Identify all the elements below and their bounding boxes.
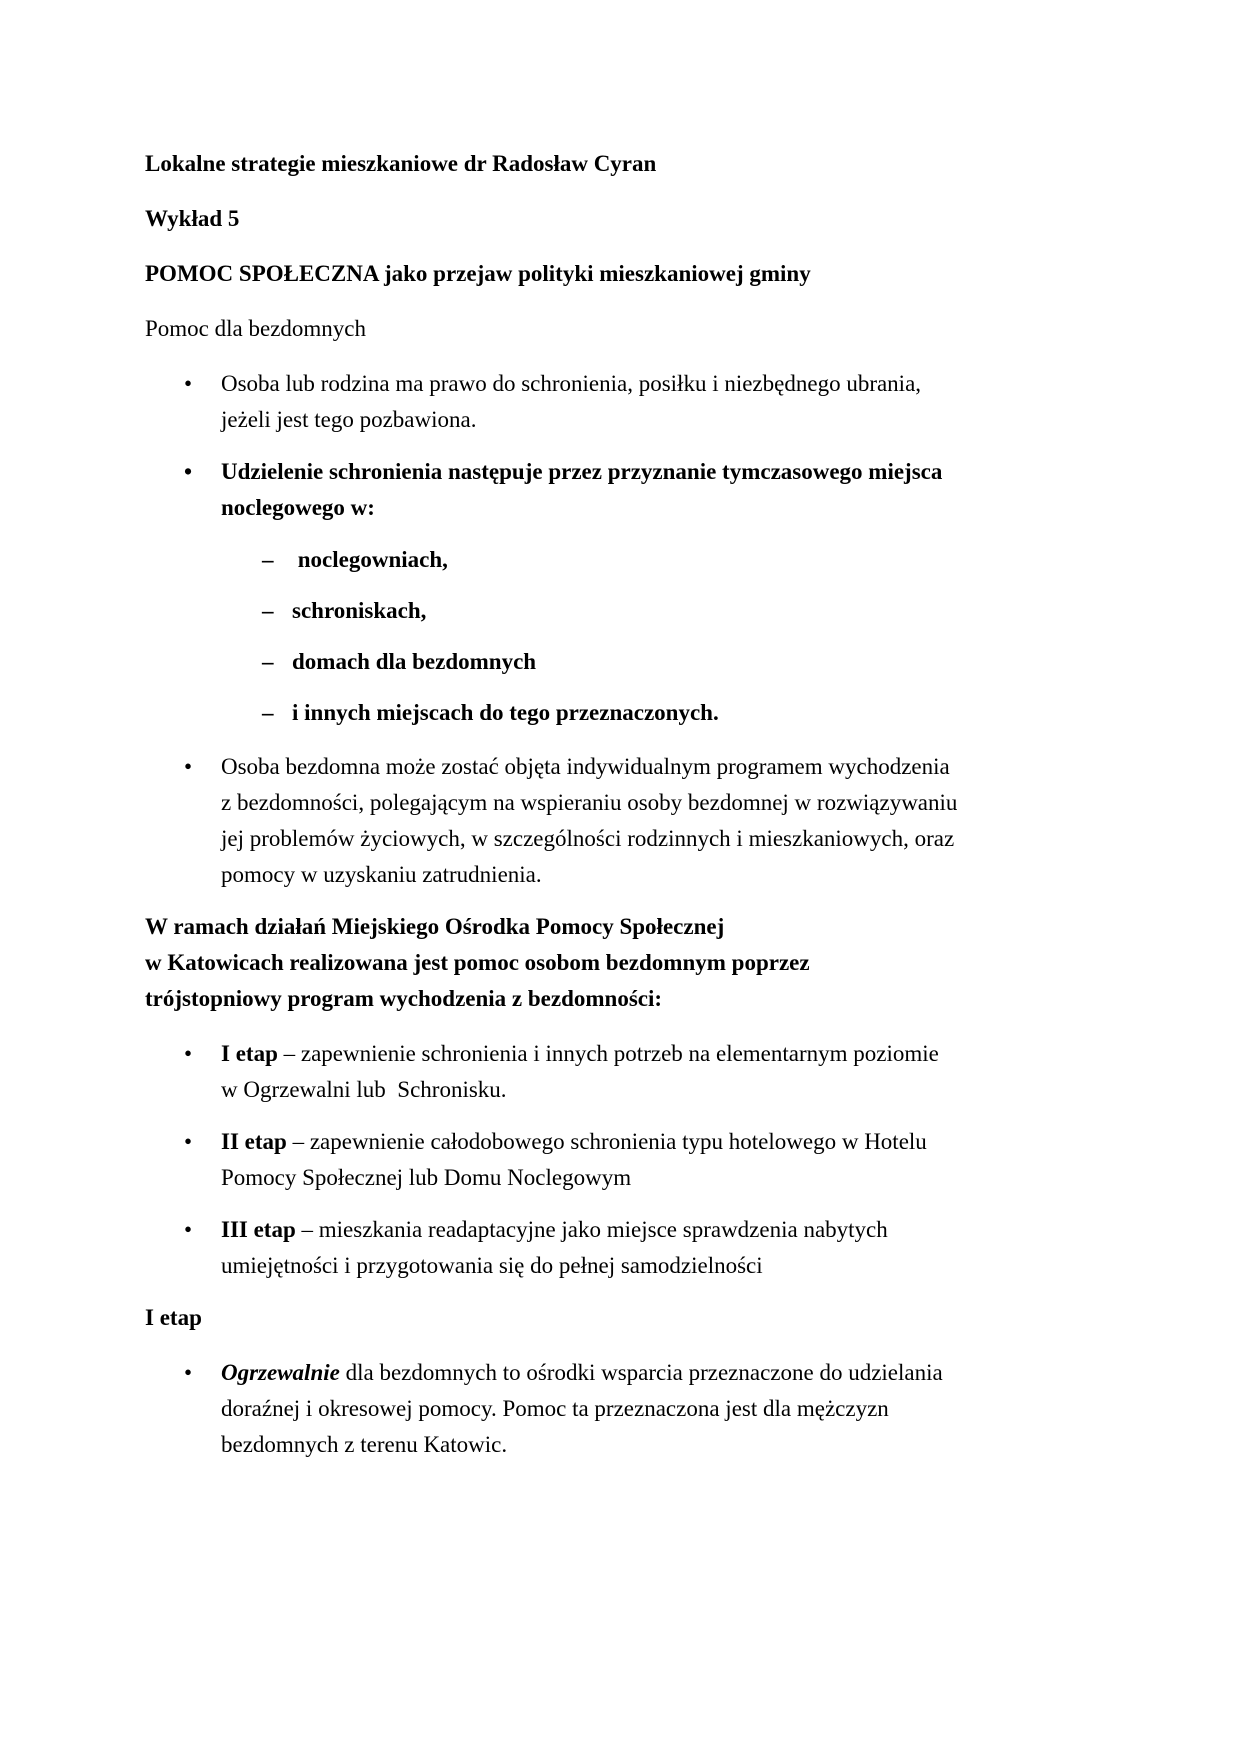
bullet-item-stage-3 [145, 1212, 1105, 1284]
text-line: w Katowicach realizowana jest pomoc osobom bezdomnym poprzez [145, 950, 810, 975]
dash-item-text: noclegowniach, [292, 547, 448, 572]
list-item-text [221, 454, 1105, 526]
dash-item-noclegownie [145, 542, 1105, 578]
text-line [221, 1212, 1105, 1248]
dash-item-text: domach dla bezdomnych [292, 649, 537, 674]
text-line: Udzielenie schronienia następuje przez przyznanie tymczasowego miejsca [221, 459, 943, 484]
stage-text: – zapewnienie schronienia i innych potrzeb na elementarnym poziomie [277, 1041, 939, 1066]
bullet-list-stage-one [145, 1355, 1105, 1463]
bullet-icon: • [184, 1041, 193, 1066]
dash-item-text: i innych miejscach do tego przeznaczonych. [292, 700, 719, 725]
bullet-item-warming-centers [145, 1355, 1105, 1463]
text-line: W ramach działań Miejskiego Ośrodka Pomocy Społecznej [145, 914, 725, 939]
section-heading: POMOC SPOŁECZNA jako przejaw polityki mieszkaniowej gminy [145, 261, 811, 286]
paragraph-mops [145, 909, 1105, 1017]
text-line [221, 1036, 1105, 1072]
text-line: bezdomnych z terenu Katowic. [221, 1432, 508, 1457]
bullet-item-program [145, 749, 1105, 893]
bullet-icon: • [184, 754, 193, 779]
bullet-item-stage-2 [145, 1124, 1105, 1196]
text-line: pomocy w uzyskaniu zatrudnienia. [221, 862, 542, 887]
text-line: doraźnej i okresowej pomocy. Pomoc ta przeznaczona jest dla mężczyzn [221, 1396, 889, 1421]
subsection-heading: Pomoc dla bezdomnych [145, 316, 367, 341]
text-line: trójstopniowy program wychodzenia z bezdomności: [145, 986, 663, 1011]
text-line: w Ogrzewalni lub Schronisku. [221, 1077, 507, 1102]
list-item-text [221, 749, 1105, 893]
list-item-text [221, 1355, 1105, 1463]
dash-item-text: schroniskach, [292, 598, 427, 623]
dash-item-domy [145, 644, 1105, 680]
bullet-item-stage-1 [145, 1036, 1105, 1108]
stage-label: II etap [221, 1129, 287, 1154]
list-item-text [221, 1124, 1105, 1196]
bullet-list-stages [145, 1036, 1105, 1284]
bullet-icon: • [184, 371, 193, 396]
list-item-text [221, 1036, 1105, 1108]
list-item-text [221, 366, 1105, 438]
text-line: noclegowego w: [221, 495, 375, 520]
text-line: Osoba lub rodzina ma prawo do schronienia, posiłku i niezbędnego ubrania, [221, 371, 922, 396]
list-item-text [221, 1212, 1105, 1284]
bullet-icon: • [184, 459, 193, 484]
stage-text: – zapewnienie całodobowego schronienia typu hotelowego w Hotelu [286, 1129, 927, 1154]
text-line: jej problemów życiowych, w szczególności rodzinnych i mieszkaniowych, oraz [221, 826, 955, 851]
bullet-icon: • [184, 1217, 193, 1242]
text-line: jeżeli jest tego pozbawiona. [221, 407, 477, 432]
text-line: Pomocy Społecznej lub Domu Noclegowym [221, 1165, 632, 1190]
text-line: umiejętności i przygotowania się do pełnej samodzielności [221, 1253, 763, 1278]
dash-icon: – [262, 700, 274, 725]
text-line [221, 1355, 1105, 1391]
dash-icon: – [262, 547, 274, 572]
dash-item-schroniska [145, 593, 1105, 629]
bullet-icon: • [184, 1360, 193, 1385]
text-line: z bezdomności, polegającym na wspieraniu osoby bezdomnej w rozwiązywaniu [221, 790, 958, 815]
lecture-heading: Wykład 5 [145, 206, 240, 231]
doc-title: Lokalne strategie mieszkaniowe dr Radosław Cyran [145, 151, 657, 176]
text-line: Osoba bezdomna może zostać objęta indywidualnym programem wychodzenia [221, 754, 950, 779]
dash-icon: – [262, 598, 274, 623]
stage-text: – mieszkania readaptacyjne jako miejsce sprawdzenia nabytych [295, 1217, 888, 1242]
bullet-item-shelter-grant [145, 454, 1105, 526]
dash-item-inne-miejsca [145, 695, 1105, 731]
stage-one-heading: I etap [145, 1305, 202, 1330]
text-line [221, 1124, 1105, 1160]
warming-term: Ogrzewalnie [221, 1360, 340, 1385]
dash-icon: – [262, 649, 274, 674]
bullet-list-shelter [145, 366, 1105, 893]
stage-label: III etap [221, 1217, 296, 1242]
warming-text: dla bezdomnych to ośrodki wsparcia przeznaczone do udzielania [339, 1360, 943, 1385]
bullet-icon: • [184, 1129, 193, 1154]
stage-label: I etap [221, 1041, 278, 1066]
bullet-item-shelter-right [145, 366, 1105, 438]
